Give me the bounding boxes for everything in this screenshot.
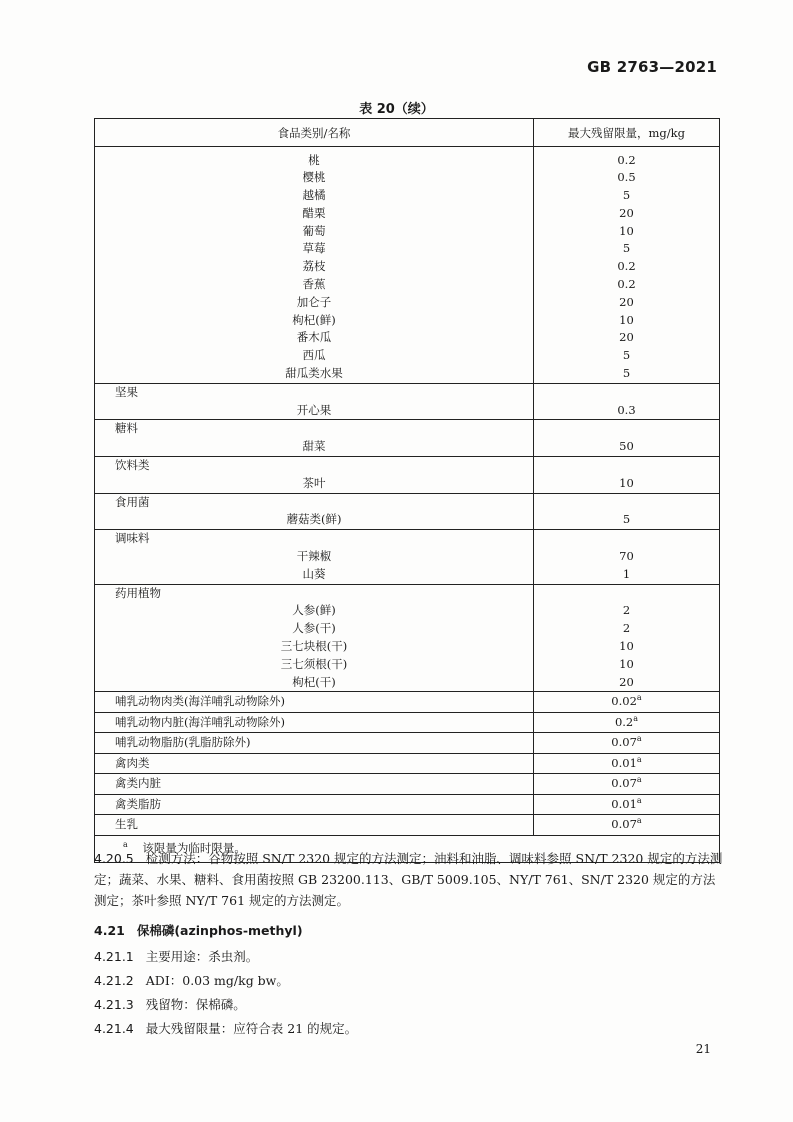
limit-value: 10 [619, 223, 634, 238]
food-name: 开心果 [95, 402, 534, 420]
food-name: 生乳 [95, 815, 534, 836]
limit-value: 10 [619, 312, 634, 327]
table-row [95, 774, 720, 795]
table-row [95, 733, 720, 754]
food-name: 草莓 [95, 240, 534, 258]
limit-value: 0.2 [617, 152, 636, 167]
table-row [95, 712, 720, 733]
category-row [95, 420, 720, 438]
category-row [95, 530, 720, 548]
limit-value: 0.02$^a$ [534, 692, 720, 713]
limit-value: 0.07$^a$ [534, 815, 720, 836]
clause-text: 主要用途：杀虫剂。 [145, 949, 259, 964]
table-row [95, 438, 720, 456]
limit-value: 10 [619, 475, 634, 490]
paragraph-4-21-4 [94, 1018, 724, 1039]
residue-limit-table-container [94, 118, 719, 863]
limit-value: 5 [622, 512, 631, 527]
category-name: 饮料类 [95, 457, 534, 475]
clause-number: 4.21.1 [94, 949, 134, 964]
food-name: 山葵 [95, 566, 534, 584]
table-row [95, 638, 720, 656]
table-row [95, 548, 720, 566]
food-name: 桃 [95, 152, 534, 170]
limit-value: 5 [622, 188, 631, 203]
footnote-mark: a [123, 840, 128, 850]
table-row [95, 753, 720, 774]
food-name: 三七须根(干) [95, 656, 534, 674]
table-row [95, 602, 720, 620]
table-row [95, 365, 720, 383]
table-row [95, 294, 720, 312]
table-header-row [95, 119, 720, 147]
limit-value: 70 [619, 549, 634, 564]
limit-value: 20 [619, 330, 634, 345]
clause-text: 残留物：保棉磷。 [145, 997, 246, 1012]
category-name: 食用菌 [95, 493, 534, 511]
section-4-21-heading [94, 920, 724, 941]
clause-text: 最大残留限量：应符合表 21 的规定。 [145, 1021, 358, 1036]
limit-value: 5 [622, 366, 631, 381]
food-name: 枸杞(干) [95, 674, 534, 692]
table-row [95, 187, 720, 205]
food-name: 茶叶 [95, 475, 534, 493]
limit-value: 0.2 [617, 277, 636, 292]
food-name: 西瓜 [95, 347, 534, 365]
footnote-text: 该限量为临时限量。 [142, 841, 246, 855]
table-row [95, 475, 720, 493]
food-name: 三七块根(干) [95, 638, 534, 656]
paragraph-4-20-5 [94, 848, 724, 911]
limit-value: 0.3 [617, 402, 636, 417]
food-name: 番木瓜 [95, 329, 534, 347]
limit-value: 0.5 [617, 170, 636, 185]
limit-value: 0.01$^a$ [534, 794, 720, 815]
limit-value: 0.01$^a$ [534, 753, 720, 774]
category-name: 药用植物 [95, 584, 534, 602]
limit-value: 20 [619, 674, 634, 689]
food-name: 香蕉 [95, 276, 534, 294]
category-row [95, 493, 720, 511]
clause-text: 检测方法：谷物按照 SN/T 2320 规定的方法测定；油料和油脂、调味料参照 SN/T 2320 规定的方法测定；蔬菜、水果、糖料、食用菌按照 GB 23200.113、GB/T 5009.105、NY/T 761、SN/T 2320 规定的方法测定；茶叶参照 NY/T 761 规定的方法测定。 [94, 851, 723, 908]
food-name: 枸杞(鲜) [95, 312, 534, 330]
residue-limit-table [94, 118, 720, 863]
paragraph-4-21-2 [94, 970, 724, 991]
food-name: 甜菜 [95, 438, 534, 456]
food-name: 樱桃 [95, 169, 534, 187]
food-name: 葡萄 [95, 223, 534, 241]
food-name: 甜瓜类水果 [95, 365, 534, 383]
table-row [95, 223, 720, 241]
table-row [95, 205, 720, 223]
limit-value: 2 [622, 621, 631, 636]
table-row [95, 240, 720, 258]
table-row [95, 312, 720, 330]
limit-value: 0.2 [617, 259, 636, 274]
limit-value: 0.07$^a$ [534, 733, 720, 754]
table-row [95, 674, 720, 692]
limit-value: 50 [619, 439, 634, 454]
table-row [95, 794, 720, 815]
category-name: 坚果 [95, 383, 534, 401]
limit-value: 5 [622, 348, 631, 363]
food-name: 越橘 [95, 187, 534, 205]
limit-value: 0.07$^a$ [534, 774, 720, 795]
table-title: 表 20（续） [359, 102, 434, 117]
table-row [95, 656, 720, 674]
clause-number: 4.21.4 [94, 1021, 134, 1036]
section-title: 保棉磷(azinphos-methyl) [136, 923, 303, 938]
category-row [95, 584, 720, 602]
table-row [95, 276, 720, 294]
food-name: 干辣椒 [95, 548, 534, 566]
food-name: 禽类脂肪 [95, 794, 534, 815]
limit-value: 1 [622, 566, 631, 581]
category-row [95, 383, 720, 401]
column-header-food: 食品类别/名称 [95, 119, 534, 147]
category-row [95, 457, 720, 475]
food-name: 禽类内脏 [95, 774, 534, 795]
limit-value: 10 [619, 656, 634, 671]
clause-text: ADI：0.03 mg/kg bw。 [145, 973, 289, 988]
section-number: 4.21 [94, 923, 125, 938]
limit-value: 20 [619, 205, 634, 220]
limit-value: 2 [622, 603, 631, 618]
table-row [95, 152, 720, 170]
food-name: 人参(鲜) [95, 602, 534, 620]
clause-number: 4.20.5 [94, 851, 134, 866]
paragraph-4-21-3 [94, 994, 724, 1015]
table-row [95, 347, 720, 365]
limit-value: 5 [622, 241, 631, 256]
table-row [95, 329, 720, 347]
table-row [95, 511, 720, 529]
table-row [95, 402, 720, 420]
table-row [95, 692, 720, 713]
clause-number: 4.21.3 [94, 997, 134, 1012]
page-number: 21 [695, 1042, 711, 1056]
food-name: 人参(干) [95, 620, 534, 638]
food-name: 哺乳动物肉类(海洋哺乳动物除外) [95, 692, 534, 713]
table-row [95, 620, 720, 638]
paragraph-4-21-1 [94, 946, 724, 967]
table-row [95, 258, 720, 276]
clause-number: 4.21.2 [94, 973, 134, 988]
limit-value: 0.2$^a$ [534, 712, 720, 733]
food-name: 荔枝 [95, 258, 534, 276]
food-name: 醋栗 [95, 205, 534, 223]
table-row [95, 169, 720, 187]
limit-value: 20 [619, 294, 634, 309]
column-header-limit: 最大残留限量，mg/kg [534, 119, 720, 147]
category-name: 糖料 [95, 420, 534, 438]
food-name: 哺乳动物脂肪(乳脂肪除外) [95, 733, 534, 754]
food-name: 蘑菇类(鲜) [95, 511, 534, 529]
table-row [95, 815, 720, 836]
table-row [95, 566, 720, 584]
category-name: 调味料 [95, 530, 534, 548]
food-name: 加仑子 [95, 294, 534, 312]
standard-code: GB 2763—2021 [587, 58, 717, 76]
food-name: 禽肉类 [95, 753, 534, 774]
food-name: 哺乳动物内脏(海洋哺乳动物除外) [95, 712, 534, 733]
limit-value: 10 [619, 639, 634, 654]
